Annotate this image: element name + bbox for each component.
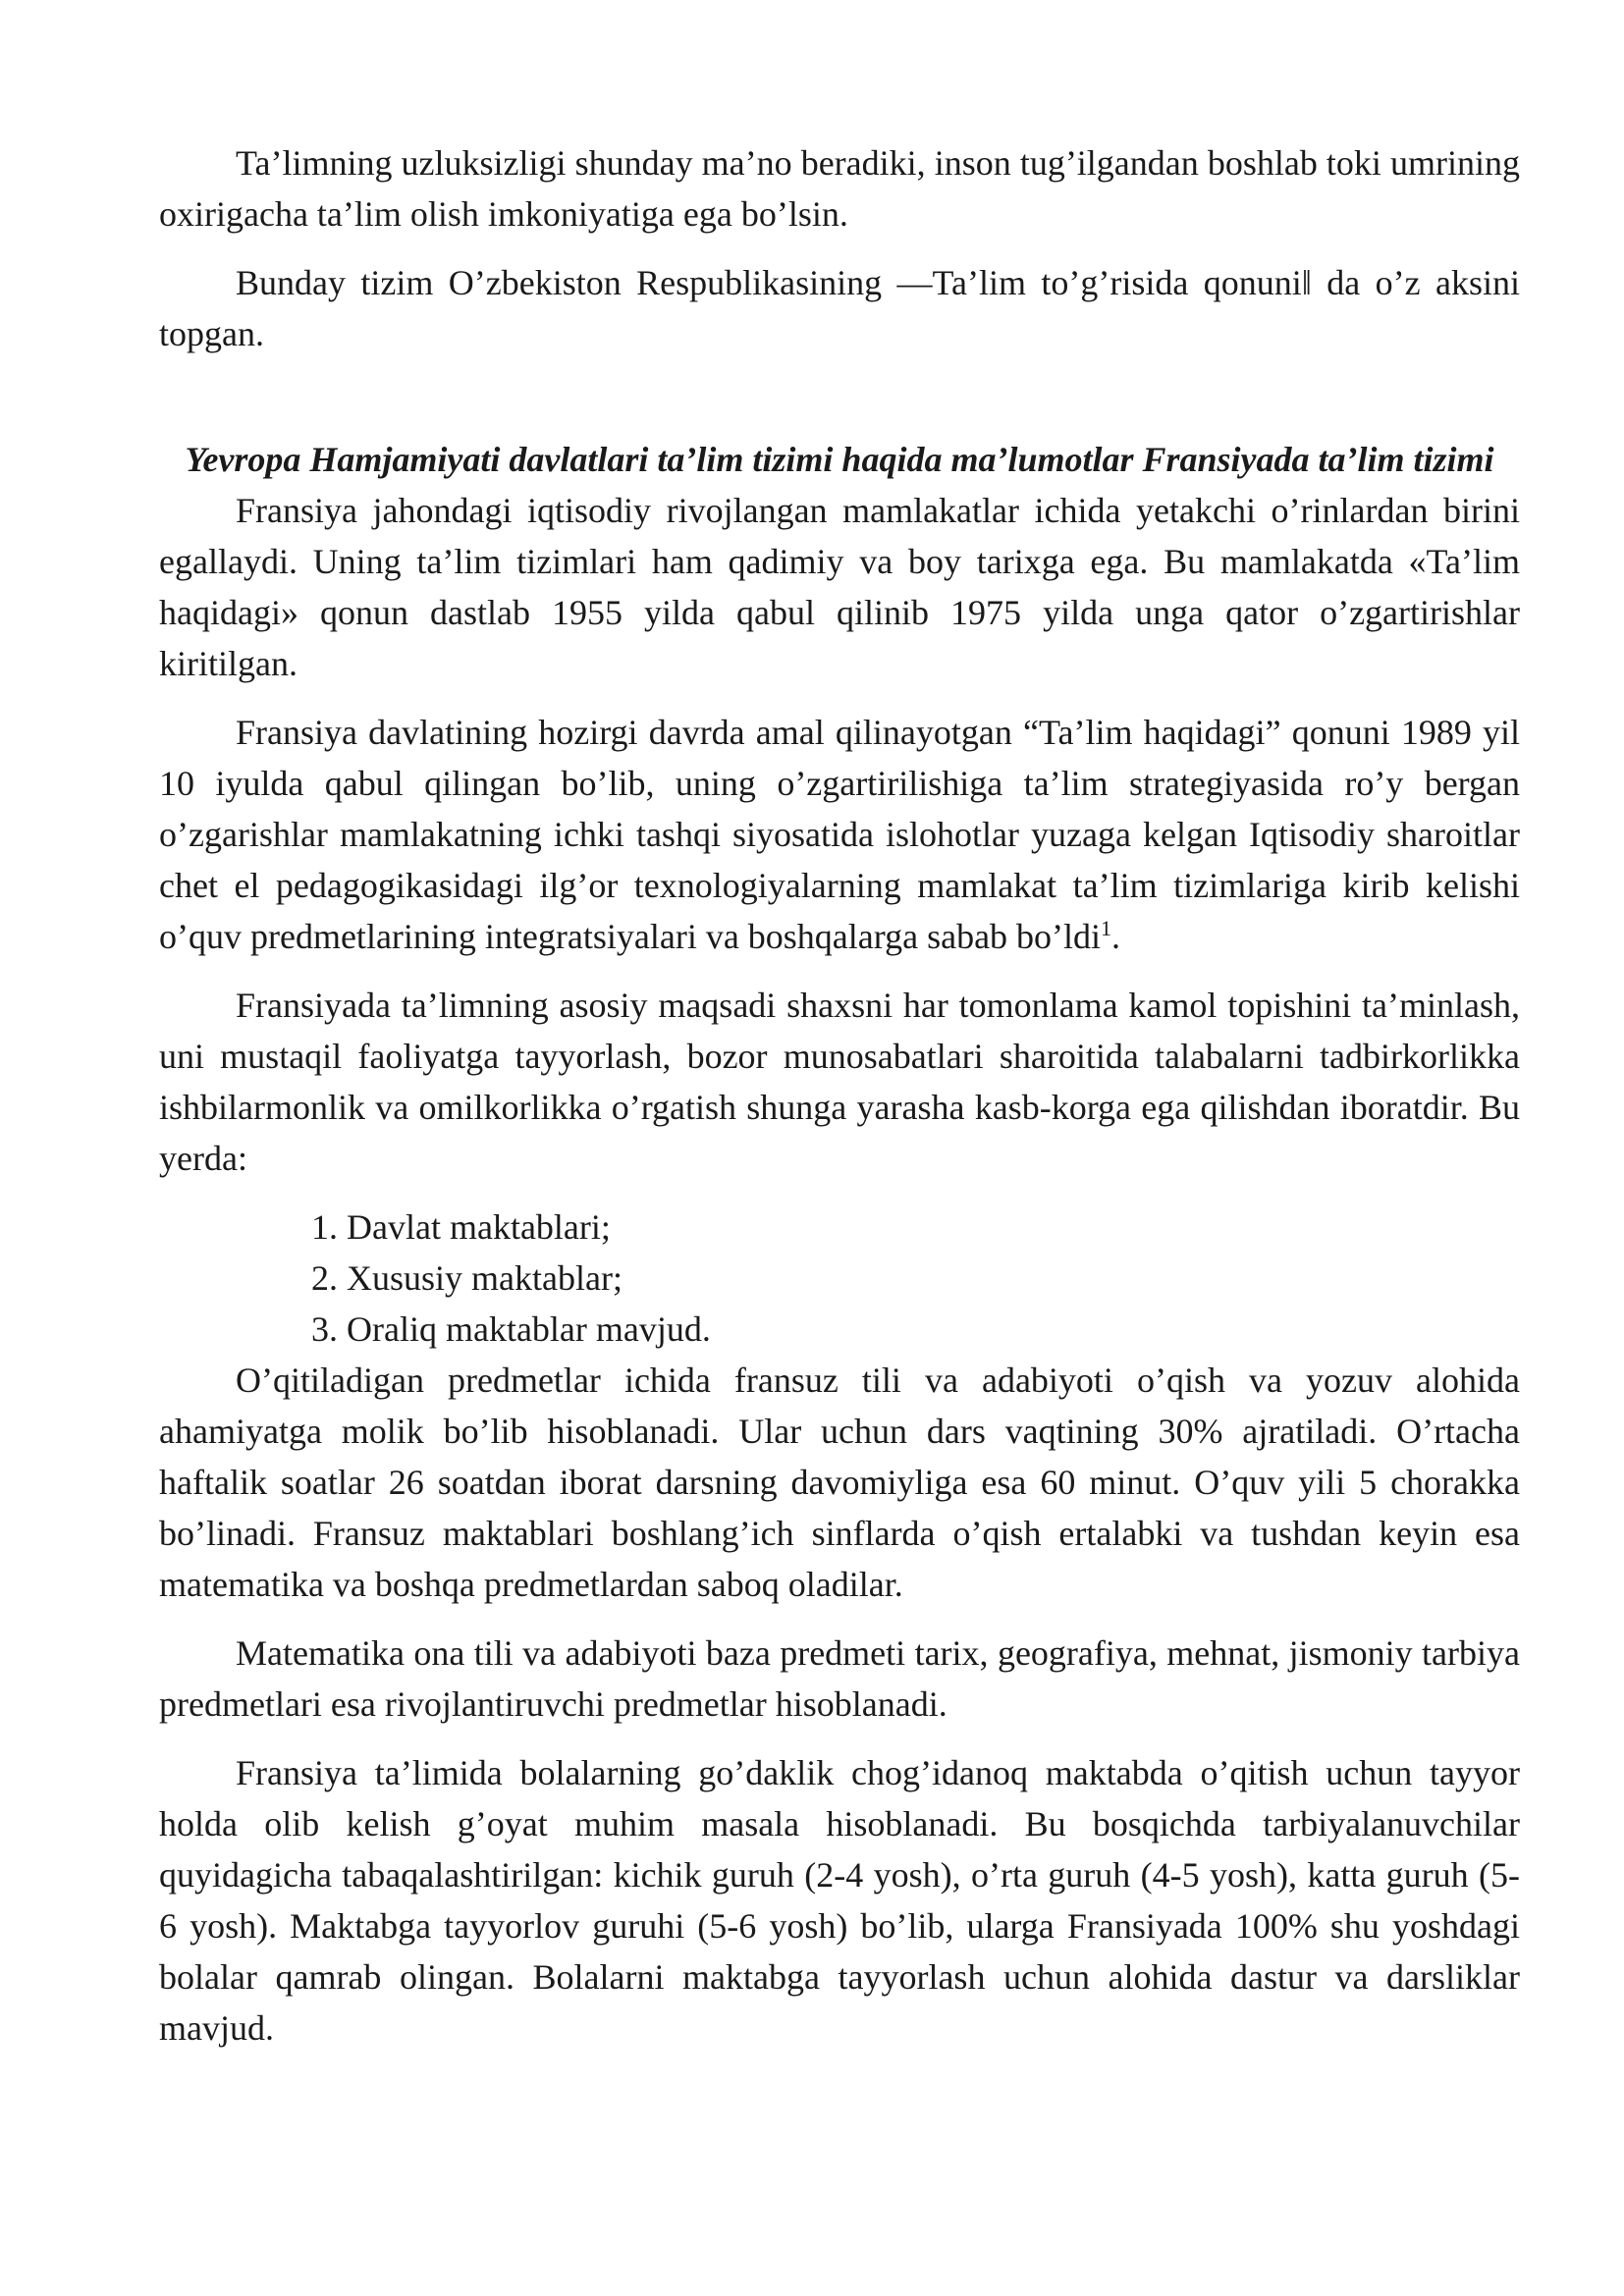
paragraph-france-law-text: Fransiya davlatining hozirgi davrda amal qilinayotgan “Ta’lim haqidagi” qonuni 1989 yil 10 iyulda qabul qilingan bo’lib, uning o’zgartirilishiga ta’lim strategiyasida ro’y bergan o’zgarishlar mamlakatning ichki tashqi siyosatida islohotlar yuzaga kelgan Iqtisodiy sharoitlar chet el pedagogikasidagi ilg’or texnologiyalarning mamlakat ta’lim tizimlariga kirib kelishi o’quv predmetlarining integratsiyalari va boshqalarga sabab bo’ldi [159,713,1520,956]
school-types-list [159,1201,1520,1355]
sentence-end: . [1111,917,1121,956]
section-heading: Yevropa Hamjamiyati davlatlari ta’lim tizimi haqida ma’lumotlar Fransiyada ta’lim tizimi [185,440,1494,479]
paragraph-law-reference: Bunday tizim O’zbekiston Respublikasining —Ta’lim to’g’risida qonuni‖ da o’z aksini topgan. [159,263,1520,353]
paragraph-subjects: O’qitiladigan predmetlar ichida fransuz tili va adabiyoti o’qish va yozuv alohida ahamiyatga molik bo’lib hisoblanadi. Ular uchun dars vaqtining 30% ajratiladi. O’rtacha haftalik soatlar 26 soatdan iborat darsning davomiyliga esa 60 minut. O’quv yili 5 chorakka bo’linadi. Fransuz maktablari boshlang’ich sinflarda o’qish ertalabki va tushdan keyin esa matematika va boshqa predmetlardan saboq oladilar. [159,1361,1520,1604]
footnote-reference: 1 [1101,916,1112,940]
document-page [159,137,1520,2071]
list-item: 1. Davlat maktablari; [311,1207,611,1247]
paragraph-france-intro: Fransiya jahondagi iqtisodiy rivojlangan mamlakatlar ichida yetakchi o’rinlardan birini egallaydi. Uning ta’lim tizimlari ham qadimiy va boy tarixga ega. Bu mamlakatda «Ta’lim haqidagi» qonun dastlab 1955 yilda qabul qilinib 1975 yilda unga qator o’zgartirishlar kiritilgan. [159,491,1520,683]
paragraph-base-subjects: Matematika ona tili va adabiyoti baza predmeti tarix, geografiya, mehnat, jismoniy tarbiya predmetlari esa rivojlantiruvchi predmetlar hisoblanadi. [159,1633,1520,1724]
paragraph-continuity: Ta’limning uzluksizligi shunday ma’no beradiki, inson tug’ilgandan boshlab toki umrining oxirigacha ta’lim olish imkoniyatiga ega bo’lsin. [159,143,1520,234]
paragraph-preschool: Fransiya ta’limida bolalarning go’daklik chog’idanoq maktabda o’qitish uchun tayyor holda olib kelish g’oyat muhim masala hisoblanadi. Bu bosqichda tarbiyalanuvchilar quyidagicha tabaqalashtirilgan: kichik guruh (2-4 yosh), o’rta guruh (4-5 yosh), katta guruh (5-6 yosh). Maktabga tayyorlov guruhi (5-6 yosh) bo’lib, ularga Fransiyada 100% shu yoshdagi bolalar qamrab olingan. Bolalarni maktabga tayyorlash uchun alohida dastur va darsliklar mavjud. [159,1753,1520,2048]
list-item: 2. Xususiy maktablar; [311,1258,623,1298]
list-item: 3. Oraliq maktablar mavjud. [311,1309,711,1349]
paragraph-france-goals: Fransiyada ta’limning asosiy maqsadi shaxsni har tomonlama kamol topishini ta’minlash, uni mustaqil faoliyatga tayyorlash, bozor munosabatlari sharoitida talabalarni tadbirkorlikka ishbilarmonlik va omilkorlikka o’rgatish shunga yarasha kasb-korga ega qilishdan iboratdir. Bu yerda: [159,986,1520,1178]
paragraph-france-law [159,707,1520,962]
